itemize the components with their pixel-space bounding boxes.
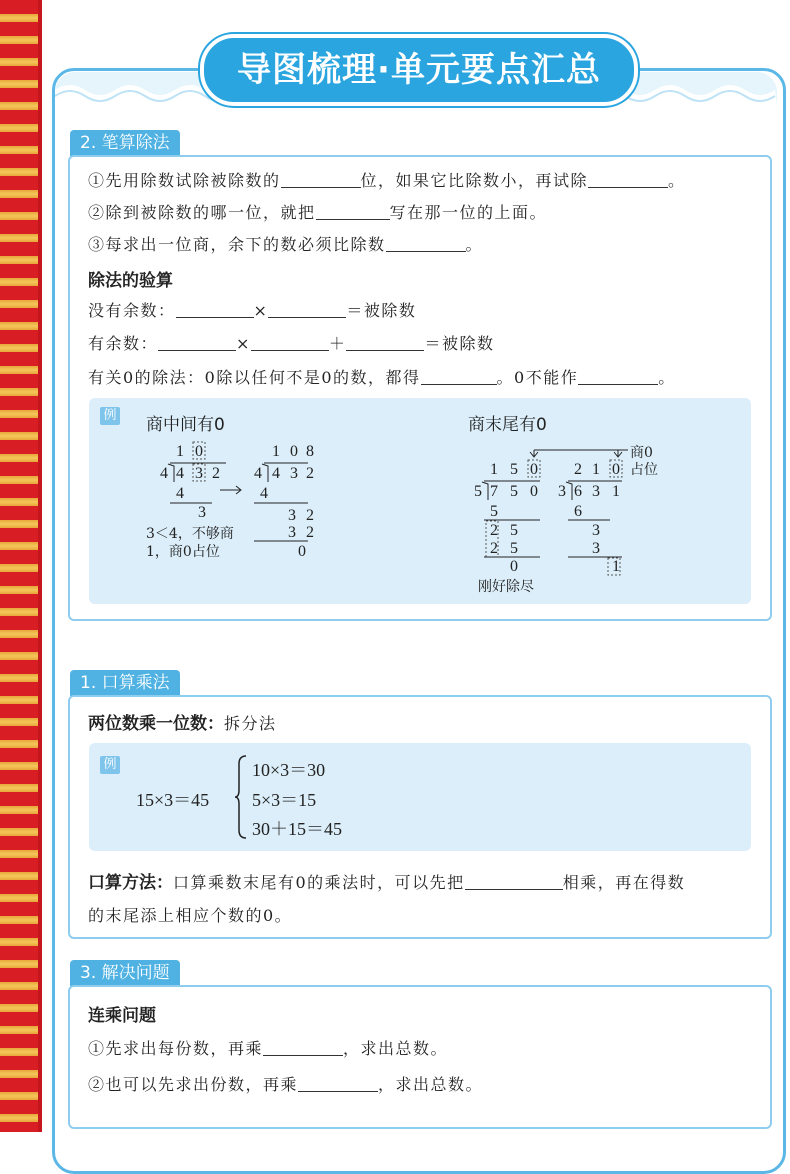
problems-heading: 连乘问题	[88, 1006, 156, 1026]
svg-text:5: 5	[474, 483, 482, 500]
fill-blank	[281, 169, 361, 188]
svg-text:1: 1	[612, 483, 620, 500]
svg-text:2: 2	[490, 540, 498, 557]
svg-text:3: 3	[592, 540, 600, 557]
heading-text: 两位数乘一位数：	[88, 714, 224, 734]
svg-text:3: 3	[558, 483, 566, 500]
division-line-2	[88, 200, 547, 223]
text: ①先求出每份数，再乘	[88, 1039, 264, 1058]
text: 有关0的除法：0除以任何不是0的数，都得	[88, 368, 421, 387]
fill-blank	[158, 332, 236, 351]
page-title: 导图梳理·单元要点汇总	[200, 34, 638, 106]
fill-blank	[298, 1073, 378, 1092]
fill-blank	[588, 169, 668, 188]
text: ×	[253, 301, 269, 320]
example-left-title: 商中间有0	[146, 415, 225, 435]
division-line-1	[88, 168, 686, 191]
problems-line-1	[88, 1036, 448, 1059]
text: 相乘，再在得数	[562, 873, 686, 892]
svg-text:3: 3	[198, 504, 206, 521]
text: 口算乘数末尾有0的乘法时，可以先把	[173, 873, 465, 892]
svg-text:3: 3	[288, 507, 296, 524]
text: ×	[236, 334, 251, 353]
svg-text:3: 3	[288, 524, 296, 541]
text: ＝被除数	[424, 334, 495, 353]
svg-text:0: 0	[195, 443, 203, 460]
svg-text:0: 0	[612, 461, 620, 478]
svg-text:2: 2	[490, 522, 498, 539]
svg-text:5: 5	[510, 522, 518, 539]
svg-text:4: 4	[176, 485, 184, 502]
text: ②也可以先求出份数，再乘	[88, 1075, 299, 1094]
division-line-3	[88, 232, 483, 255]
text: ①先用除数试除被除数的	[88, 171, 281, 190]
fill-blank	[176, 299, 254, 318]
section-tab-oral-mult: 1. 口算乘法	[70, 670, 180, 696]
svg-text:1: 1	[612, 558, 620, 575]
text: 。	[465, 235, 484, 254]
problems-line-2	[88, 1072, 483, 1095]
svg-text:1: 1	[272, 443, 280, 460]
text: 。	[668, 171, 686, 190]
text: ＋	[328, 334, 347, 353]
svg-text:0: 0	[530, 483, 538, 500]
fill-blank	[421, 366, 497, 385]
method-name: 拆分法	[224, 714, 277, 733]
svg-text:4: 4	[176, 465, 184, 482]
svg-text:2: 2	[306, 524, 314, 541]
example-badge: 例	[100, 756, 120, 774]
example-main-equation: 15×3＝45	[136, 790, 210, 810]
oral-mult-heading	[88, 709, 277, 734]
text: 写在那一位的上面。	[389, 203, 548, 222]
example-step-3: 30＋15＝45	[252, 819, 342, 839]
svg-text:3: 3	[592, 483, 600, 500]
fill-blank	[251, 332, 329, 351]
fill-blank	[268, 299, 346, 318]
check-heading: 除法的验算	[88, 271, 173, 291]
fill-blank	[465, 871, 563, 890]
section-tab-division: 2. 笔算除法	[70, 130, 180, 156]
fill-blank	[386, 233, 466, 252]
svg-text:4: 4	[254, 465, 262, 482]
svg-text:5: 5	[510, 461, 518, 478]
fill-blank	[316, 201, 390, 220]
text: 。0不能作	[496, 368, 579, 387]
method-label: 口算方法：	[88, 873, 173, 893]
svg-text:0: 0	[530, 461, 538, 478]
example-note-placeholder: 占位	[630, 462, 658, 478]
fill-blank	[346, 332, 424, 351]
no-remainder-line	[88, 298, 416, 321]
text: ＝被除数	[346, 301, 417, 320]
example-note-1: 3＜4，不够商	[146, 526, 234, 542]
svg-text:5: 5	[490, 503, 498, 520]
text: ②除到被除数的哪一位，就把	[88, 203, 316, 222]
method-line-2: 的末尾添上相应个数的0。	[88, 906, 293, 925]
svg-text:3: 3	[290, 465, 298, 482]
svg-text:2: 2	[574, 461, 582, 478]
svg-text:3: 3	[195, 465, 203, 482]
decorative-ribbon	[0, 0, 42, 1132]
example-right-title: 商末尾有0	[468, 415, 547, 435]
text: ③每求出一位商，余下的数必须比除数	[88, 235, 386, 254]
fill-blank	[263, 1037, 343, 1056]
svg-text:8: 8	[306, 443, 314, 460]
example-note-zero: 商0	[630, 445, 653, 461]
svg-text:5: 5	[510, 540, 518, 557]
text: 位，如果它比除数小，再试除	[360, 171, 589, 190]
text: ，求出总数。	[343, 1039, 449, 1058]
svg-text:2: 2	[306, 507, 314, 524]
svg-text:2: 2	[306, 465, 314, 482]
svg-text:7: 7	[490, 483, 498, 500]
example-note-2: 1，商0占位	[146, 544, 220, 560]
example-step-1: 10×3＝30	[252, 760, 326, 780]
svg-text:2: 2	[212, 465, 220, 482]
method-line-1	[88, 868, 685, 893]
example-badge: 例	[100, 407, 120, 425]
svg-text:4: 4	[160, 465, 168, 482]
svg-text:5: 5	[510, 483, 518, 500]
svg-text:3: 3	[592, 522, 600, 539]
text: 。	[658, 368, 676, 387]
svg-text:4: 4	[260, 485, 268, 502]
svg-text:6: 6	[574, 503, 582, 520]
svg-text:0: 0	[290, 443, 298, 460]
svg-text:1: 1	[592, 461, 600, 478]
brace-icon	[234, 754, 248, 840]
svg-text:0: 0	[298, 543, 306, 560]
example-step-2: 5×3＝15	[252, 790, 317, 810]
text: ，求出总数。	[378, 1075, 484, 1094]
zero-division-line	[88, 365, 676, 388]
svg-text:1: 1	[176, 443, 184, 460]
svg-text:4: 4	[272, 465, 280, 482]
svg-text:0: 0	[510, 558, 518, 575]
section-tab-problems: 3. 解决问题	[70, 960, 180, 986]
fill-blank	[578, 366, 658, 385]
text: 没有余数：	[88, 301, 176, 320]
text: 有余数：	[88, 334, 159, 353]
with-remainder-line	[88, 331, 494, 354]
svg-text:1: 1	[490, 461, 498, 478]
example-note-exact: 刚好除尽	[478, 579, 534, 595]
svg-text:6: 6	[574, 483, 582, 500]
